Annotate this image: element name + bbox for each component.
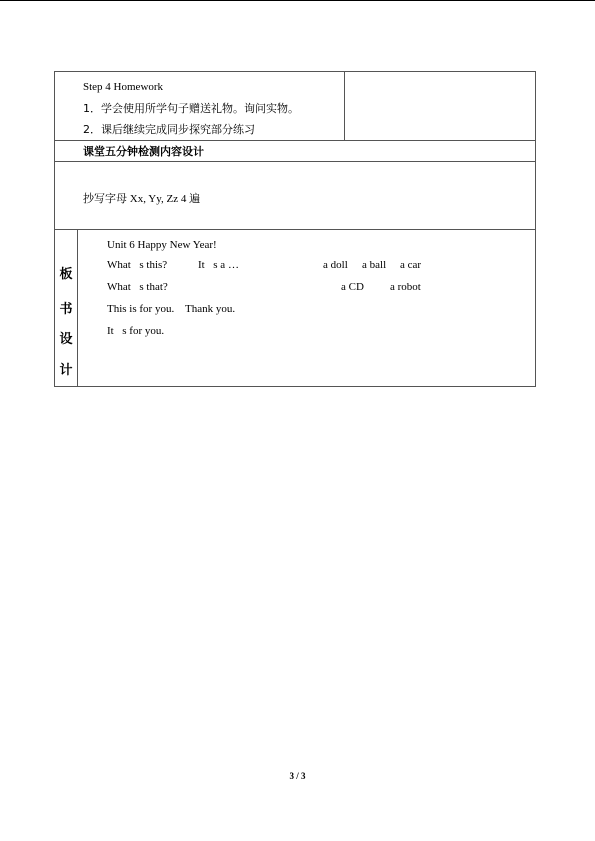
board-item-car: a car xyxy=(400,259,422,271)
board-line-3: This is for you. Thank you. xyxy=(107,303,236,315)
board-title: Unit 6 Happy New Year! xyxy=(107,239,217,251)
check-content-row xyxy=(55,162,535,230)
side-char-3: 设 xyxy=(59,332,73,347)
board-item-cd: a CD xyxy=(341,281,364,293)
board-item-ball: a ball xyxy=(362,259,387,271)
board-question-2: What s that? xyxy=(107,281,168,293)
board-item-robot: a robot xyxy=(390,281,421,293)
check-content: 抄写字母 Xx, Yy, Zz 4 遍 xyxy=(83,193,201,205)
side-char-2: 书 xyxy=(59,302,73,317)
homework-item-2: 2．课后继续完成同步探究部分练习 xyxy=(83,123,255,136)
homework-cell xyxy=(55,72,345,140)
lesson-table xyxy=(54,71,536,387)
homework-empty-cell xyxy=(345,72,535,140)
side-char-4: 计 xyxy=(59,363,73,378)
page-top-rule xyxy=(0,0,595,1)
board-item-doll: a doll xyxy=(323,259,348,271)
board-side-label xyxy=(55,230,78,387)
check-header: 课堂五分钟检测内容设计 xyxy=(83,145,204,158)
homework-row xyxy=(55,72,535,141)
check-header-row xyxy=(55,141,535,162)
page-number: 3 / 3 xyxy=(289,771,306,781)
homework-title: Step 4 Homework xyxy=(83,81,164,93)
homework-item-1: 1．学会使用所学句子赠送礼物。询问实物。 xyxy=(83,102,299,115)
board-design-row xyxy=(55,230,535,387)
board-question-1: What s this? xyxy=(107,259,168,271)
board-answer-1: It s a … xyxy=(198,259,239,271)
side-char-1: 板 xyxy=(59,267,73,282)
board-line-4: It s for you. xyxy=(107,325,165,337)
